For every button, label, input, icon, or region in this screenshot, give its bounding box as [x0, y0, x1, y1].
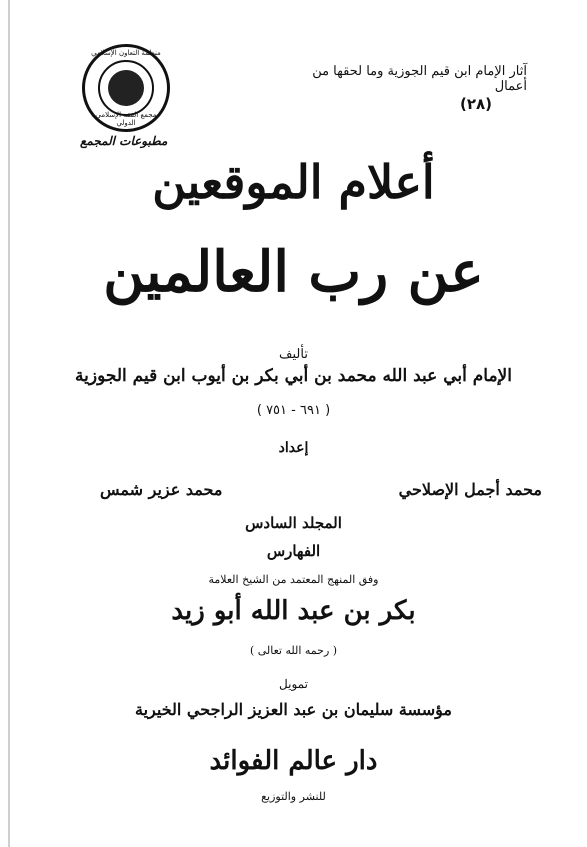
editor-right: محمد أجمل الإصلاحي	[398, 480, 542, 499]
preparation-label: إعداد	[278, 440, 309, 456]
seal-top-text: منظمة التعاون الإسلامي	[91, 49, 161, 57]
funding-foundation: مؤسسة سليمان بن عبد العزيز الراجحي الخيرية	[135, 700, 452, 719]
publications-label: مطبوعات المجمع	[80, 134, 168, 148]
authorship-label: تأليف	[279, 347, 308, 362]
scholar-name: بكر بن عبد الله أبو زيد	[171, 596, 416, 626]
seal-emblem	[108, 70, 144, 106]
method-label: وفق المنهج المعتمد من الشيخ العلامة	[208, 573, 379, 586]
book-title-line2: عن رب العالمين	[103, 239, 484, 305]
publisher-name: دار عالم الفوائد	[209, 746, 378, 776]
series-title: آثار الإمام ابن قيم الجوزية وما لحقها من أعمال	[312, 64, 527, 94]
seal-inner-ring	[98, 60, 154, 116]
scholar-rip: ( رحمه الله تعالى )	[249, 644, 338, 657]
author-name: الإمام أبي عبد الله محمد بن أبي بكر بن أيوب ابن قيم الجوزية	[75, 366, 512, 386]
seal-bottom-text: مجمع الفقه الإسلامي الدولي	[95, 111, 157, 127]
volume-content: الفهارس	[266, 542, 321, 560]
series-number: (٢٨)	[459, 95, 492, 113]
funding-label: تمويل	[279, 677, 308, 691]
publisher-subtitle: للنشر والتوزيع	[261, 790, 326, 803]
academy-seal-icon	[82, 44, 170, 132]
book-title-line1: أعلام الموقعين	[152, 155, 435, 209]
author-dates: ( ٦٩١ - ٧٥١ )	[256, 403, 331, 418]
page-edge	[8, 0, 10, 847]
volume-label: المجلد السادس	[245, 514, 342, 532]
editor-left: محمد عزير شمس	[100, 480, 223, 499]
